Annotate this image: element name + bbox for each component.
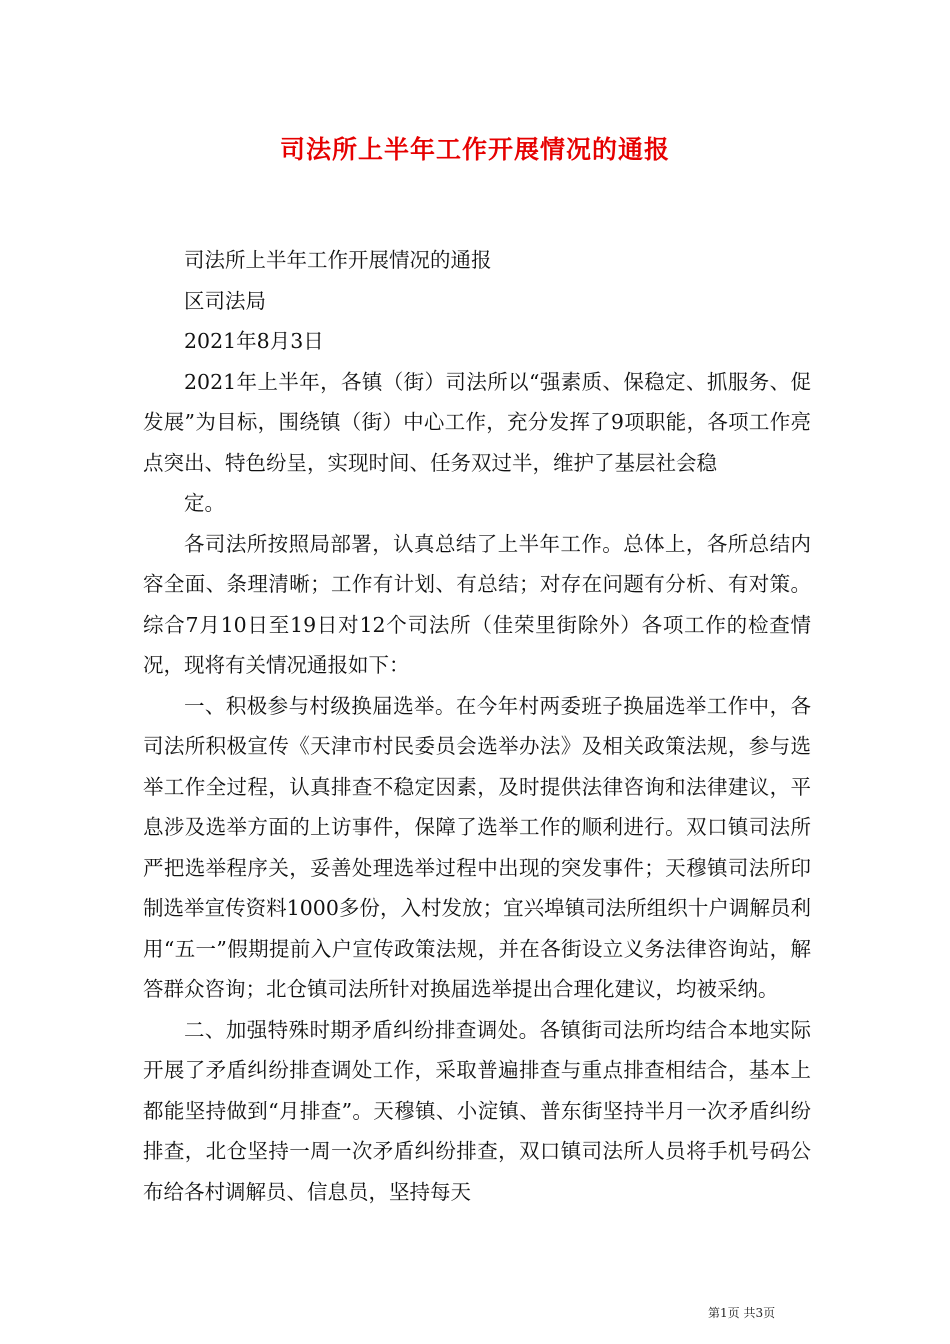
paragraph-overview: 2021年上半年，各镇（街）司法所以“强素质、保稳定、抓服务、促发展”为目标，围绕镇（街）中心工作，充分发挥了9项职能，各项工作亮点突出、特色纷呈，实现时间、任务双过半，维护了基层社会稳	[143, 369, 811, 475]
page-title: 司法所上半年工作开展情况的通报	[279, 135, 670, 164]
paragraph-overview-end: 定。	[184, 491, 225, 515]
paragraph-doc-heading: 司法所上半年工作开展情况的通报	[184, 248, 492, 272]
paragraph-issuer: 区司法局	[184, 288, 266, 313]
document-body	[143, 240, 811, 1212]
page-number: 第1页 共3页	[708, 1306, 776, 1320]
paragraph-section-one: 一、积极参与村级换届选举。在今年村两委班子换届选举工作中，各司法所积极宣传《天津市村民委员会选举办法》及相关政策法规，参与选举工作全过程，认真排查不稳定因素，及时提供法律咨询和法律建议，平息涉及选举方面的上访事件，保障了选举工作的顺利进行。双口镇司法所严把选举程序关，妥善处理选举过程中出现的突发事件；天穆镇司法所印制选举宣传资料1000多份，入村发放；宜兴埠镇司法所组织十户调解员利用“五一”假期提前入户宣传政策法规，并在各街设立义务法律咨询站，解答群众咨询；北仓镇司法所针对换届选举提出合理化建议，均被采纳。	[143, 693, 811, 1001]
paragraph-section-two: 二、加强特殊时期矛盾纠纷排查调处。各镇街司法所均结合本地实际开展了矛盾纠纷排查调处工作，采取普遍排查与重点排查相结合，基本上都能坚持做到“月排查”。天穆镇、小淀镇、普东街坚持半月一次矛盾纠纷排查，北仓坚持一周一次矛盾纠纷排查，双口镇司法所人员将手机号码公布给各村调解员、信息员，坚持每天	[143, 1017, 811, 1204]
paragraph-date: 2021年8月3日	[184, 329, 324, 353]
paragraph-summary: 各司法所按照局部署，认真总结了上半年工作。总体上，各所总结内容全面、条理清晰；工作有计划、有总结；对存在问题有分析、有对策。综合7月10日至19日对12个司法所（佳荣里街除外）各项工作的检查情况，现将有关情况通报如下：	[143, 531, 811, 677]
